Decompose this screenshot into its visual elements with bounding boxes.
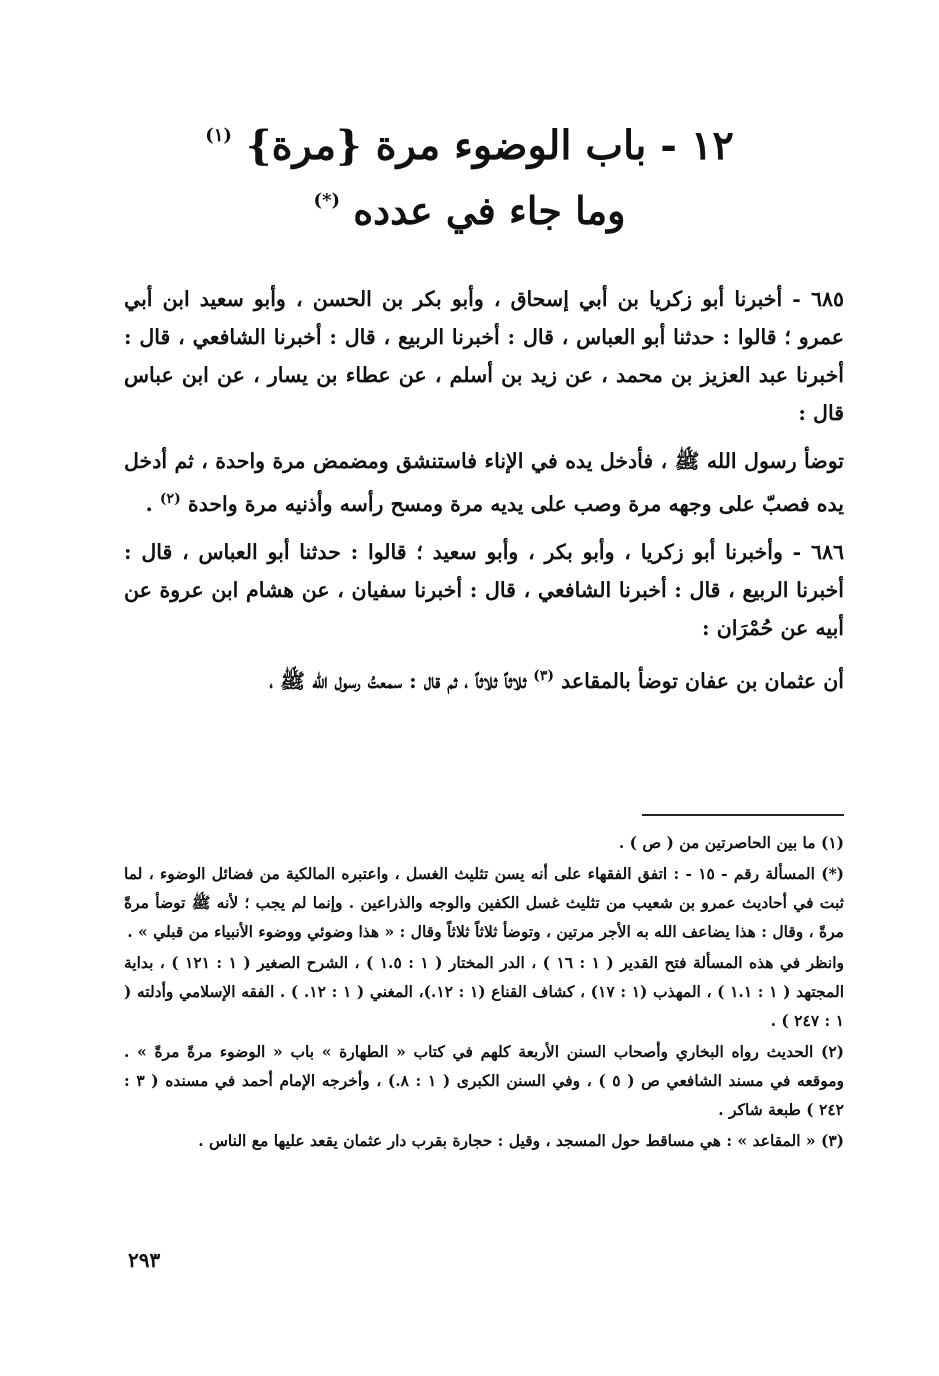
chapter-title-text: ١٢ - باب الوضوء مرة {مرة} — [245, 122, 734, 169]
hadith-685-matn-text: توضأ رسول الله ﷺ ، فأدخل يده في الإناء فاستنشق ومضمض مرة واحدة ، ثم أدخل يده فصبّ على وجهه مرة وصب على يديه مرة ومسح رأسه وأذنيه مرة واحدة — [124, 449, 844, 516]
hadith-685-matn — [124, 442, 844, 523]
footnote-ref-3: (٣) — [533, 668, 555, 684]
footnote-star: (*) المسألة رقم - ١٥ - : اتفق الفقهاء على أنه يسن تثليث الغسل ، واعتبره المالكية من فضائل الوضوء ، لما ثبت في أحاديث عمرو بن شعيب من تثليث غسل الكفين والوجه والذراعين . وإنما لم يجب ؛ لأنه ﷺ توضأ مرةً مرةً ، وقال : هذا يضاعف الله به الأجر مرتين ، وتوضأ ثلاثاً ثلاثاً وقال : « هذا وضوئي ووضوء الأنبياء من قبلي » . — [124, 864, 845, 941]
footnote-3: (٣) « المقاعد » : هي مساقط حول المسجد ، وقيل : حجارة بقرب دار عثمان يقعد عليها مع الناس . — [198, 1131, 844, 1150]
chapter-title-line1 — [0, 108, 939, 174]
hadith-686-matn-b: ثلاثاً ثلاثاً ، ثم قال : سمعتُ رسول الله ﷺ ، — [269, 669, 534, 693]
hadith-685-isnad: ٦٨٥ - أخبرنا أبو زكريا بن أبي إسحاق ، وأبو بكر بن الحسن ، وأبو سعيد ابن أبي عمرو ؛ قالوا : حدثنا أبو العباس ، قال : أخبرنا الربيع ، قال : أخبرنا الشافعي ، قال : أخبرنا عبد العزيز بن محمد ، عن زيد بن أسلم ، عن عطاء بن يسار ، عن ابن عباس قال : — [124, 287, 844, 425]
hadith-686-matn — [124, 657, 844, 700]
chapter-title-line2 — [0, 174, 939, 238]
footnote-star-references: وانظر في هذه المسألة فتح القدير ( ١ : ١٦ ) ، الدر المختار ( ١ : ١.٥ ) ، الشرح الصغير ( ١ : ١٢١ ) ، بداية المجتهد ( ١ : ١.١ ) ، المهذب (١ : ١٧) ، كشاف القناع (١ : ١٢.)، المغني ( ١ : ١٢. ) . الفقه الإسلامي وأدلته ( ١ : ٢٤٧ ) . — [124, 953, 845, 1030]
hadith-686-matn-a: أن عثمان بن عفان توضأ بالمقاعد — [561, 669, 844, 693]
hadith-686-isnad: ٦٨٦ - وأخبرنا أبو زكريا ، وأبو بكر ، وأبو سعيد ؛ قالوا : حدثنا أبو العباس ، قال : أخبرنا الربيع ، قال : أخبرنا الشافعي ، قال : أخبرنا سفيان ، عن هشام ابن عروة عن أبيه عن حُمْرَان : — [124, 540, 844, 640]
footnotes — [124, 828, 844, 1157]
footnote-ref-star: (*) — [313, 190, 340, 211]
footnote-divider — [642, 814, 844, 816]
footnote-1: (١) ما بين الحاصرتين من ( ص ) . — [618, 833, 844, 852]
footnote-ref-2: (٢) — [159, 491, 181, 507]
footnote-2: (٢) الحديث رواه البخاري وأصحاب السنن الأربعة كلهم في كتاب « الطهارة » باب « الوضوء مرةً مرةً » . وموقعه في مسند الشافعي ص ( ٥ ) ، وفي السنن الكبرى ( ١ : ٨.) ، وأخرجه الإمام أحمد في مسنده ( ٣ : ٢٤٢ ) طبعة شاكر . — [124, 1042, 845, 1119]
page-number: ٢٩٣ — [128, 1248, 161, 1272]
chapter-heading — [0, 108, 939, 238]
chapter-subtitle-text: وما جاء في عدده — [353, 188, 626, 233]
hadith-685-matn-end: . — [145, 492, 160, 516]
footnote-ref-1: (١) — [205, 125, 232, 146]
main-text — [124, 280, 844, 710]
